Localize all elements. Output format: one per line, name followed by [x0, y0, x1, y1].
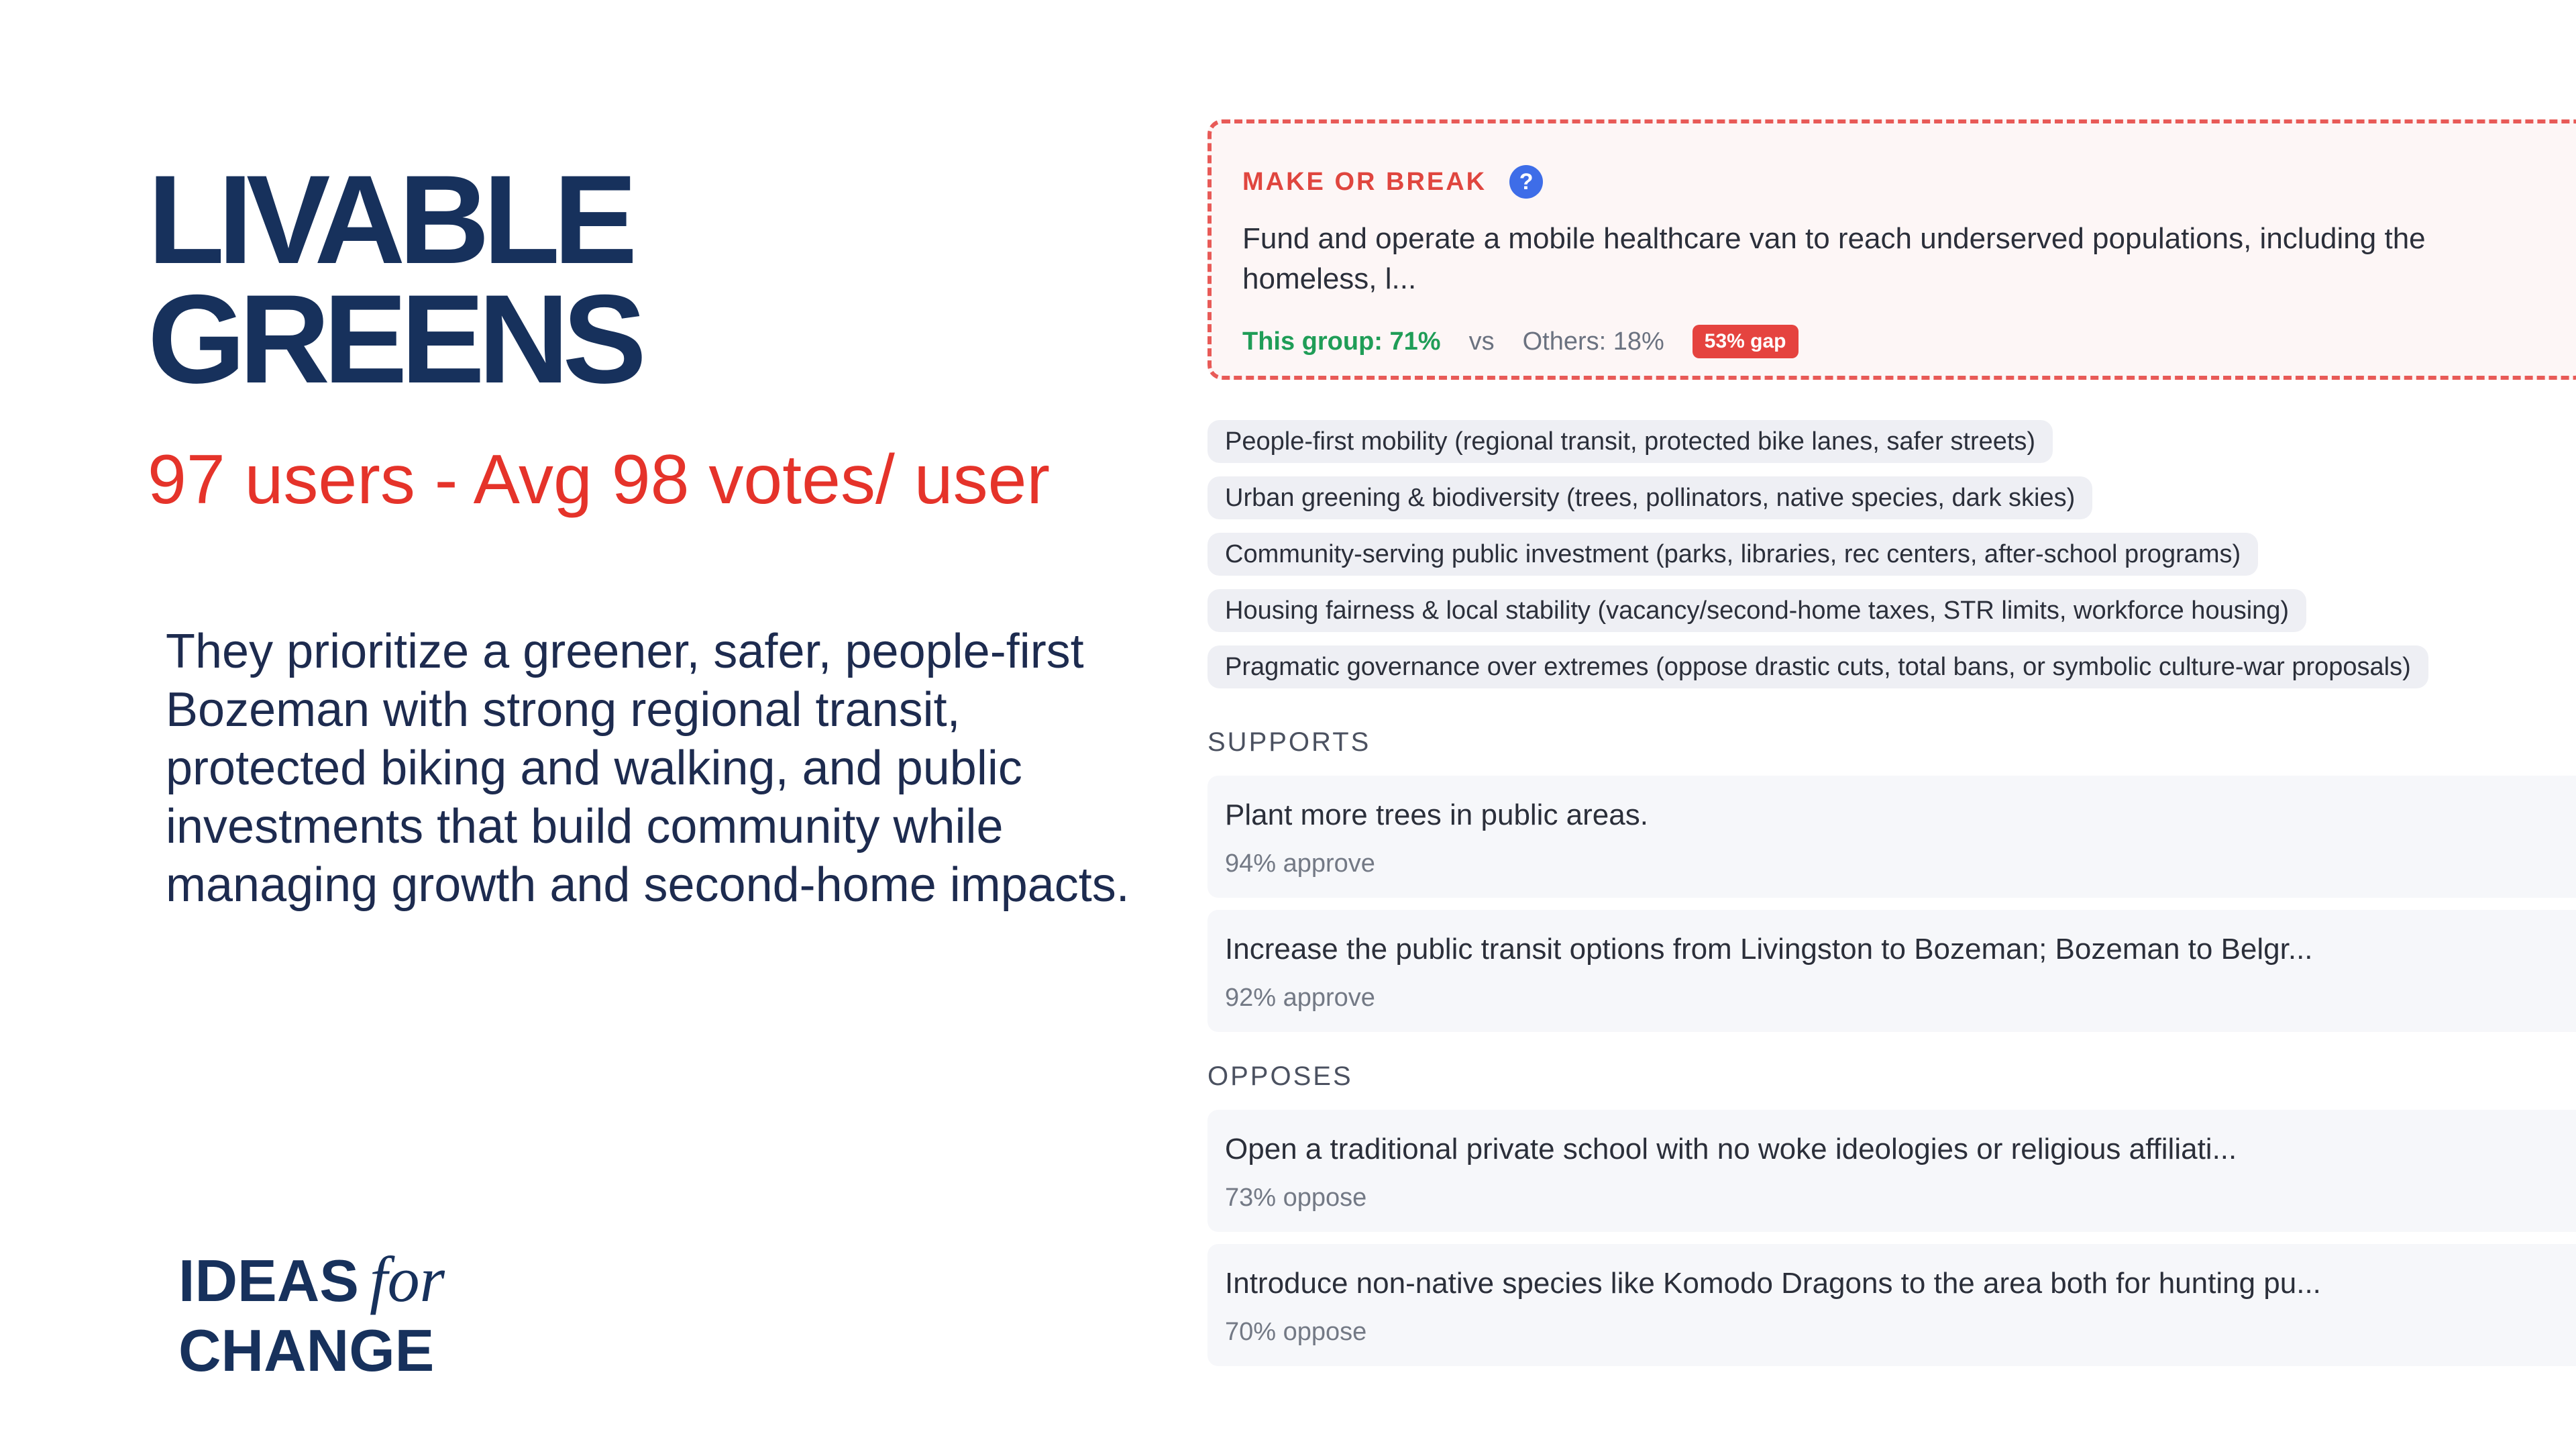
group-description: They prioritize a greener, safer, people-first Bozeman with strong regional transit, protected biking and walking, and public investments that build community while managing growth and second-home impacts. [166, 625, 1130, 912]
support-item-title: Increase the public transit options from Livingston to Bozeman; Bozeman to Belgr... [1225, 933, 2313, 966]
make-or-break-proposal: Fund and operate a mobile healthcare van to reach underserved populations, including the homeless, l... [1242, 222, 2426, 295]
oppose-item-opposition: 70% oppose [1225, 1318, 1367, 1346]
theme-tag: Urban greening & biodiversity (trees, pollinators, native species, dark skies) [1208, 476, 2092, 519]
group-title [148, 149, 640, 409]
oppose-item[interactable] [1208, 1110, 2576, 1232]
group-title-line-2: GREENS [148, 268, 640, 409]
ideas-for-change-logo [178, 1245, 445, 1386]
support-item-approval: 94% approve [1225, 849, 1375, 878]
group-stats-subtitle: 97 users - Avg 98 votes/ user [148, 441, 1051, 519]
oppose-item-title: Open a traditional private school with no woke ideologies or religious affiliati... [1225, 1133, 2237, 1166]
logo-for: for [369, 1243, 445, 1315]
support-item[interactable] [1208, 910, 2576, 1032]
oppose-item-title: Introduce non-native species like Komodo Dragons to the area both for hunting pu... [1225, 1267, 2321, 1300]
make-or-break-card [1208, 119, 2576, 380]
support-item[interactable] [1208, 776, 2576, 898]
theme-tag: Housing fairness & local stability (vacancy/second-home taxes, STR limits, workforce housing) [1208, 589, 2306, 632]
support-item-approval: 92% approve [1225, 984, 1375, 1012]
group-title-line-1: LIVABLE [148, 149, 631, 290]
this-group-stat: This group: 71% [1242, 327, 1441, 356]
logo-ideas: IDEAS [178, 1247, 359, 1314]
vs-text: vs [1468, 327, 1495, 356]
make-or-break-header [1242, 165, 1543, 199]
logo-change: CHANGE [178, 1317, 435, 1384]
theme-tag: Community-serving public investment (parks, libraries, rec centers, after-school programs) [1208, 533, 2258, 576]
logo-line-1 [178, 1245, 445, 1316]
make-or-break-label: MAKE OR BREAK [1242, 167, 1487, 196]
others-stat: Others: 18% [1522, 327, 1664, 356]
supports-section-label: SUPPORTS [1208, 727, 1371, 757]
opposes-section-label: OPPOSES [1208, 1061, 1353, 1091]
theme-tag: People-first mobility (regional transit, protected bike lanes, safer streets) [1208, 420, 2053, 463]
support-item-title: Plant more trees in public areas. [1225, 798, 1648, 831]
oppose-item-opposition: 73% oppose [1225, 1184, 1367, 1212]
help-icon[interactable]: ? [1509, 165, 1543, 199]
gap-badge: 53% gap [1693, 325, 1799, 358]
theme-tag: Pragmatic governance over extremes (oppose drastic cuts, total bans, or symbolic culture-war proposals) [1208, 645, 2428, 688]
theme-tags [1208, 420, 2576, 702]
oppose-item[interactable] [1208, 1244, 2576, 1366]
make-or-break-stats [1242, 325, 1799, 358]
